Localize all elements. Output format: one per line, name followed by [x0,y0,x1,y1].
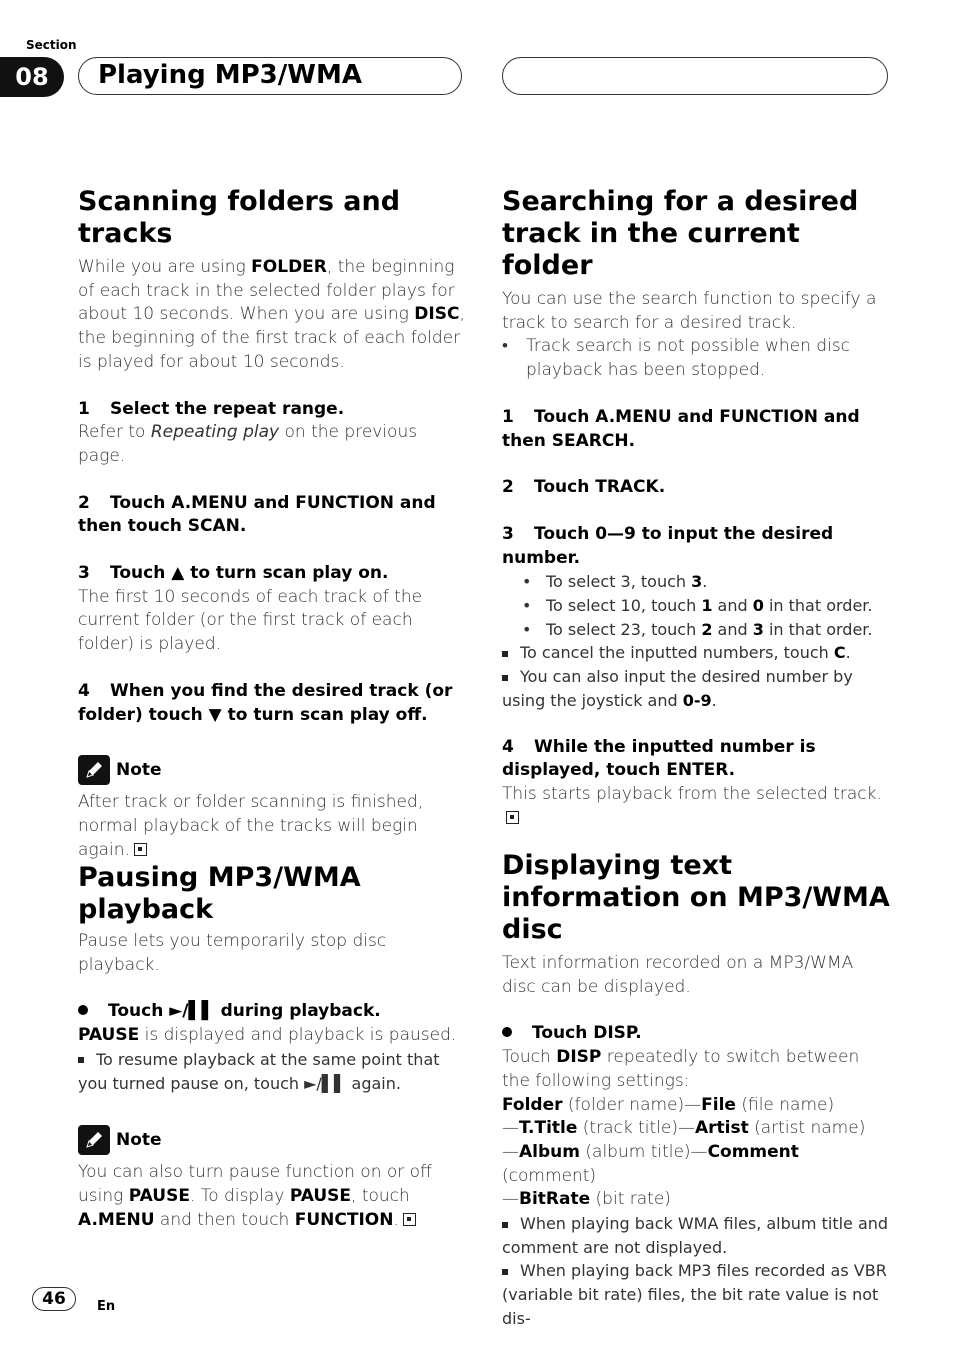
displaying-square-2: When playing back MP3 files recorded as VBR (variable bit rate) files, the bit rate value is not dis- [502,1261,887,1328]
displaying-settings-line-3: —Album (album title)—Comment (comment) [502,1141,799,1186]
searching-bullet: • Track search is not possible when disc playback has been stopped. [502,336,851,381]
searching-sub-3: • To select 23, touch 2 and 3 in that order. [522,619,873,639]
displaying-step: Touch DISP. [502,1022,892,1046]
pausing-intro: Pause lets you temporarily stop disc playback. [78,931,387,975]
searching-step-1: 1 Touch A.MENU and FUNCTION and then SEARCH. [502,406,860,451]
displaying-settings-line-2: —T.Title (track title)—Artist (artist name) [502,1118,866,1139]
end-mark-icon [134,843,147,856]
language-label: En [97,1299,116,1314]
note-pencil-icon [78,755,110,785]
searching-section [502,186,892,830]
square-bullet-icon [502,675,508,681]
searching-step-2: 2 Touch TRACK. [502,477,666,498]
searching-step-3: 3 Touch 0—9 to input the desired number. [502,523,834,568]
searching-square-1: To cancel the inputted numbers, touch C. [502,641,892,665]
scanning-step-3-body: The first 10 seconds of each track of the current folder (or the first track of each folder) is played. [78,586,423,655]
searching-square-2: You can also input the desired number by using the joystick and 0-9. [502,667,853,710]
page-title: Playing MP3/WMA [98,60,362,90]
searching-step-4-body: This starts playback from the selected track. [502,783,892,830]
pausing-step-body: PAUSE is displayed and playback is paused. [78,1025,457,1046]
end-mark-icon [506,811,519,824]
scanning-section [78,186,468,862]
scanning-intro: While you are using FOLDER, the beginning of each track in the selected folder plays for about 10 seconds. When you are using DISC, the beginning of the first track of each folder is played for about 10 seconds. [78,257,465,372]
scanning-step-1-body: Refer to Repeating play on the previous page. [78,422,418,466]
searching-step-4: 4 While the inputted number is displayed, touch ENTER. [502,736,816,781]
displaying-settings-line-1: Folder (folder name)—File (file name) [502,1094,835,1115]
displaying-square-1: When playing back WMA files, album title and comment are not displayed. [502,1214,889,1257]
searching-sub-2: • To select 10, touch 1 and 0 in that order. [522,596,873,616]
pausing-step: Touch ►/▌▌ during playback. [78,1000,468,1024]
pausing-note-body: You can also turn pause function on or off using PAUSE. To display PAUSE, touch A.MENU and then touch FUNCTION. [78,1162,432,1230]
note-label: Note [116,1130,162,1151]
pausing-bullet: To resume playback at the same point that you turned pause on, touch ►/▌▌ again. [78,1049,440,1093]
square-bullet-icon [502,651,508,657]
section-label: Section [26,38,77,52]
scanning-note-body: After track or folder scanning is finished, normal playback of the tracks will begin again. [78,792,424,860]
displaying-step-body: Touch DISP repeatedly to switch between the following settings: [502,1047,860,1091]
displaying-intro: Text information recorded on a MP3/WMA disc can be displayed. [502,953,854,997]
scanning-step-4: 4 When you find the desired track (or folder) touch ▼ to turn scan play off. [78,680,453,725]
page-number: 46 [32,1287,76,1311]
displaying-settings-line-4: —BitRate (bit rate) [502,1189,671,1210]
header-blank-frame [502,57,888,95]
note-pencil-icon [78,1125,110,1155]
pausing-note-header [78,1125,468,1155]
scanning-step-2: 2 Touch A.MENU and FUNCTION and then touch SCAN. [78,492,436,537]
square-bullet-icon [78,1057,84,1063]
scanning-heading: Scanning folders and tracks [78,186,401,249]
bullet-dot-icon [78,1005,88,1015]
end-mark-icon [403,1213,416,1226]
scanning-step-3: 3 Touch ▲ to turn scan play on. [78,563,389,584]
searching-heading: Searching for a desired track in the current folder [502,186,859,281]
searching-sub-1: • To select 3, touch 3. [522,572,708,592]
square-bullet-icon [502,1222,508,1228]
scanning-note-header [78,755,468,785]
scanning-step-1: 1 Select the repeat range. [78,398,345,419]
displaying-heading: Displaying text information on MP3/WMA disc [502,850,890,945]
searching-intro: You can use the search function to specify a track to search for a desired track. [502,289,877,333]
note-label: Note [116,760,162,781]
square-bullet-icon [502,1269,508,1275]
section-number-badge: 08 [0,57,64,97]
bullet-dot-icon [502,1027,512,1037]
pausing-section [78,862,468,1232]
pausing-heading: Pausing MP3/WMA playback [78,862,361,925]
displaying-section [502,850,892,1331]
